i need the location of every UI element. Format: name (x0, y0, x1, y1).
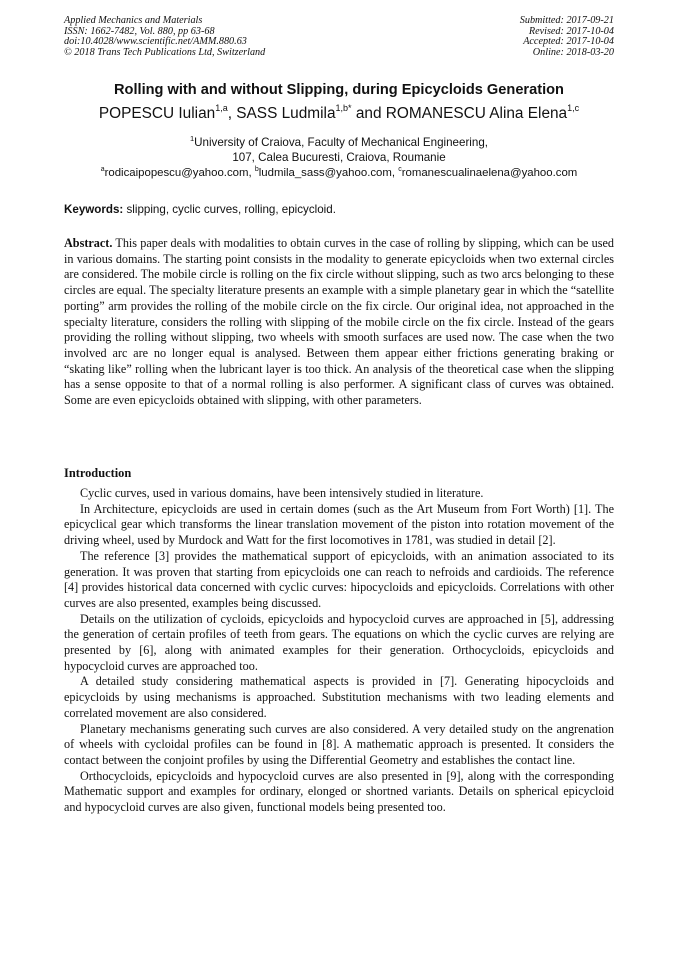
abstract-text: This paper deals with modalities to obtain curves in the case of rolling by slipping, which can be used in various domains. The starting point consists in the modality to generate epicycloids when two external circles are considered. The mobile circle is rolling on the fix circle without slipping, such as two arcs belonging to these circles are equal. The specialty literature presents an example with a simple planetary gear in which the “satellite porting” arm provides the rolling of the mobile circle on the fix circle. Our original idea, not approached in the specialty literature, considers the rolling with slipping of the mobile circle on the fix circle. Instead of the gears providing the rolling without slipping, two wheels with smooth surfaces are used now. The case when the two involved arc are no longer equal is analysed. Between them appear either frictions generating braking or “skating like” rolling when the lubricant layer is too thick. An analysis of the theoretical case when the slipping has a sense opposite to that of a normal rolling is also performer. A significant class of curves was obtained. Some are even epicycloids obtained with slipping, with other parameters. (64, 236, 615, 408)
abstract-label: Abstract. (64, 236, 113, 250)
author-affiliation-mark: 1,c (567, 103, 580, 113)
journal-issn: ISSN: 1662-7482, Vol. 880, pp 63-68 (64, 25, 215, 37)
email-address: ludmila_sass@yahoo.com (258, 167, 392, 179)
paper-title: Rolling with and without Slipping, during Epicycloids Generation (114, 82, 564, 98)
section-heading: Introduction (64, 466, 132, 480)
journal-info (64, 16, 265, 58)
author-name: ROMANESCU Alina Elena (385, 105, 568, 122)
email-address: rodicaipopescu@yahoo.com (104, 167, 249, 179)
author-name: POPESCU Iulian (98, 105, 216, 122)
date-accepted: Accepted: 2017-10-04 (523, 36, 614, 48)
introduction-body (64, 486, 614, 816)
author-affiliation-mark: 1,a (215, 103, 228, 113)
affiliation-mark: 1 (189, 134, 195, 143)
keywords-label: Keywords: (64, 203, 124, 216)
keywords (64, 203, 336, 216)
date-revised: Revised: 2017-10-04 (528, 25, 614, 37)
author-separator: , (227, 105, 237, 122)
affiliation-line: 107, Calea Bucuresti, Craiova, Roumanie (232, 151, 446, 164)
keywords-text: slipping, cyclic curves, rolling, epicycloid. (123, 203, 336, 216)
date-online: Online: 2018-03-20 (532, 46, 614, 58)
email-mark: c (398, 166, 402, 173)
date-submitted: Submitted: 2017-09-21 (519, 15, 614, 26)
author-affiliation-mark: 1,b* (335, 103, 352, 113)
paragraph: Details on the utilization of cycloids, epicycloids and hypocycloid curves are approached in [5], addressing the generation of certain profiles of teeth from gears. The equations on which the cyclic curves are relying are presented by [6], along with animated examples for their generation. Orthocycloids, epicycloids and hypocycloid curves are approached too. (64, 611, 614, 673)
affiliation-line: University of Craiova, Faculty of Mechanical Engineering, (194, 136, 488, 149)
paragraph: A detailed study considering mathematical aspects is provided in [7]. Generating hipocycloids and epicycloids by using mechanisms is approached. Substitution mechanisms with two leading elements and correlated movement are also considered. (64, 674, 614, 720)
paragraph: Orthocycloids, epicycloids and hypocycloid curves are also presented in [9], along with the corresponding Mathematic support and examples for ordinary, elonged or shortned variants. Details on spherical epicycloid and hypocycloid curves are also given, functional models being presented too. (64, 768, 614, 815)
author-list (40, 103, 638, 123)
journal-copyright: © 2018 Trans Tech Publications Ltd, Switzerland (64, 46, 266, 58)
author-name: SASS Ludmila (236, 105, 336, 122)
email-address: romanescualinaelena@yahoo.com (401, 167, 578, 179)
journal-name: Applied Mechanics and Materials (64, 15, 203, 26)
paragraph: The reference [3] provides the mathematical support of epicycloids, with an animation associated to its generation. It was proven that starting from epicycloids one can reach to nefroids and cardioids. The reference [4] provides historical data concerned with cyclic curves: hipocycloids and epicycloids. Correlations with other curves are also presented, examples being discussed. (64, 548, 614, 610)
publication-dates (520, 16, 614, 58)
author-emails (40, 166, 638, 179)
journal-doi: doi:10.4028/www.scientific.net/AMM.880.63 (64, 36, 247, 48)
email-separator: , (248, 167, 255, 179)
email-mark: a (100, 166, 105, 173)
paragraph: Cyclic curves, used in various domains, have been intensively studied in literature. (80, 486, 484, 500)
email-separator: , (391, 167, 399, 179)
paragraph: Planetary mechanisms generating such curves are also considered. A very detailed study on the angrenation of wheels with cycloidal profiles can be found in [8]. A mathematic approach is presented. It considers the contact between the conjoint profiles by using the Differential Geometry and establishes the contact line. (64, 721, 614, 767)
email-mark: b (254, 166, 259, 173)
paragraph: In Architecture, epicycloids are used in certain domes (such as the Art Museum from Fort Worth) [1]. The epicyclical gear which transforms the linear translation movement of the piston into rotation movement of the driving wheel, used by Murdock and Watt for the first locomotives in 1781, was studied in detail [2]. (64, 501, 614, 548)
author-separator: and (351, 105, 386, 122)
abstract (64, 236, 614, 409)
affiliation (40, 131, 638, 165)
